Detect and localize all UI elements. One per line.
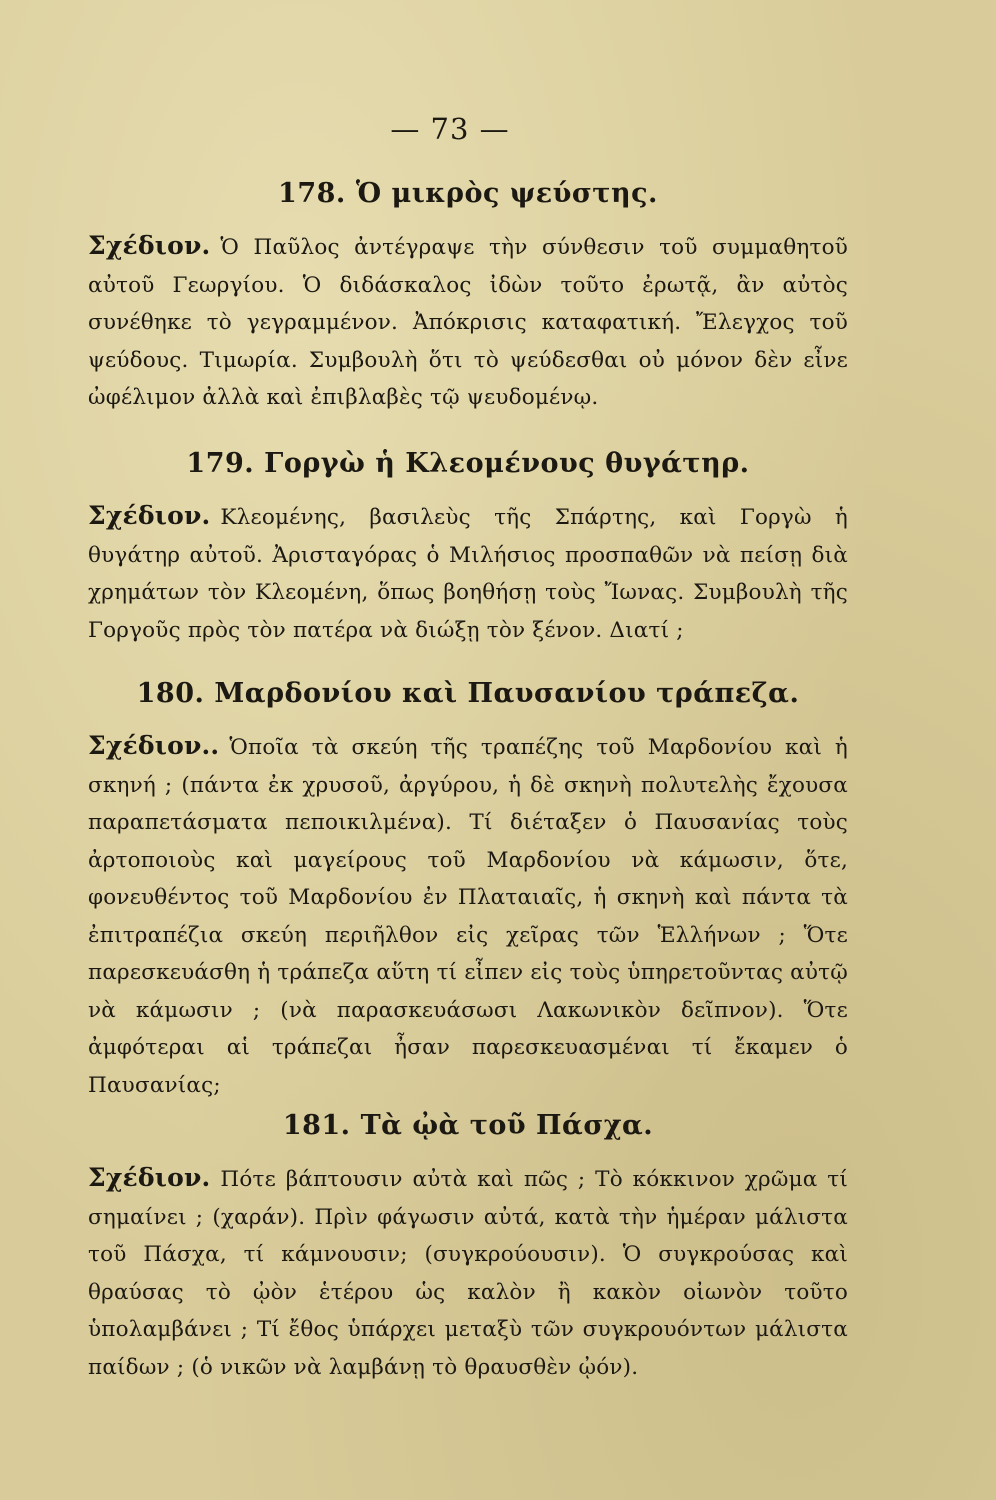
section-title: Ὁ μικρὸς ψεύστης. <box>355 178 658 209</box>
section-text: Ὁ Παῦλος ἀντέγραψε τὴν σύνθεσιν τοῦ συμμαθητοῦ αὐτοῦ Γεωργίου. Ὁ διδάσκαλος ἰδὼν τοῦτο ἐρωτᾷ, ἂν αὐτὸς συνέθηκε τὸ γεγραμμένον. Ἀπόκρισις καταφατική. Ἔλεγχος τοῦ ψεύδους. Τιμωρία. Συμβουλὴ ὅτι τὸ ψεύδεσθαι οὐ μόνον δὲν εἶνε ὠφέλιμον ἀλλὰ καὶ ἐπιβλαβὲς τῷ ψευδομένῳ. <box>88 235 848 410</box>
section-body <box>88 1159 848 1386</box>
section-heading <box>88 448 848 479</box>
section-text: Πότε βάπτουσιν αὐτὰ καὶ πῶς ; Τὸ κόκκινον χρῶμα τί σημαίνει ; (χαράν). Πρὶν φάγωσιν αὐτά, κατὰ τὴν ἡμέραν μάλιστα τοῦ Πάσχα, τί κάμνουσιν; (συγκρούουσιν). Ὁ συγκρούσας καὶ θραύσας τὸ ᾠὸν ἑτέρου ὡς καλὸν ἢ κακὸν οἰωνὸν τοῦτο ὑπολαμβάνει ; Τί ἔθος ὑπάρχει μεταξὺ τῶν συγκρουόντων μάλιστα παίδων ; (ὁ νικῶν νὰ λαμβάνῃ τὸ θραυσθὲν ᾠόν). <box>88 1167 848 1380</box>
section-180 <box>88 678 848 1104</box>
outline-label: Σχέδιον.. <box>88 731 220 760</box>
outline-label: Σχέδιον. <box>88 1163 211 1192</box>
section-title: Τὰ ᾠὰ τοῦ Πάσχα. <box>360 1110 654 1141</box>
section-text: Ὁποῖα τὰ σκεύη τῆς τραπέζης τοῦ Μαρδονίου καὶ ἡ σκηνή ; (πάντα ἐκ χρυσοῦ, ἀργύρου, ἡ δὲ σκηνὴ πολυτελὴς ἔχουσα παραπετάσματα πεποικιλμένα). Τί διέταξεν ὁ Παυσανίας τοὺς ἀρτοποιοὺς καὶ μαγείρους τοῦ Μαρδονίου νὰ κάμωσιν, ὅτε, φονευθέντος τοῦ Μαρδονίου ἐν Πλαταιαῖς, ἡ σκηνὴ καὶ πάντα τὰ ἐπιτραπέζια σκεύη περιῆλθον εἰς χεῖρας τῶν Ἑλλήνων ; Ὅτε παρεσκευάσθη ἡ τράπεζα αὕτη τί εἶπεν εἰς τοὺς ὑπηρετοῦντας αὐτῷ νὰ κάμωσιν ; (νὰ παρασκευάσωσι Λακωνικὸν δεῖπνον). Ὅτε ἀμφότεραι αἱ τράπεζαι ἦσαν παρεσκευασμέναι τί ἔκαμεν ὁ Παυσανίας; <box>88 735 848 1098</box>
section-number: 181. <box>282 1110 351 1141</box>
section-number: 178. <box>278 178 346 209</box>
section-title: Μαρδονίου καὶ Παυσανίου τράπεζα. <box>214 678 800 709</box>
section-body <box>88 497 848 649</box>
section-number: 179. <box>186 448 255 479</box>
section-title: Γοργὼ ἡ Κλεομένους θυγάτηρ. <box>264 448 750 479</box>
section-heading <box>88 178 848 209</box>
section-178 <box>88 178 848 417</box>
page-number: — 73 — <box>390 112 510 146</box>
section-text: Κλεομένης, βασιλεὺς τῆς Σπάρτης, καὶ Γοργὼ ἡ θυγάτηρ αὐτοῦ. Ἀρισταγόρας ὁ Μιλήσιος προσπαθῶν νὰ πείσῃ διὰ χρημάτων τὸν Κλεομένη, ὅπως βοηθήσῃ τοὺς Ἴωνας. Συμβουλὴ τῆς Γοργοῦς πρὸς τὸν πατέρα νὰ διώξῃ τὸν ξένον. Διατί ; <box>88 505 848 643</box>
section-heading <box>88 678 848 709</box>
section-number: 180. <box>136 678 205 709</box>
section-body <box>88 227 848 417</box>
section-heading <box>88 1110 848 1141</box>
section-body <box>88 727 848 1104</box>
section-181 <box>88 1110 848 1386</box>
outline-label: Σχέδιον. <box>88 231 211 260</box>
section-179 <box>88 448 848 649</box>
outline-label: Σχέδιον. <box>88 501 211 530</box>
